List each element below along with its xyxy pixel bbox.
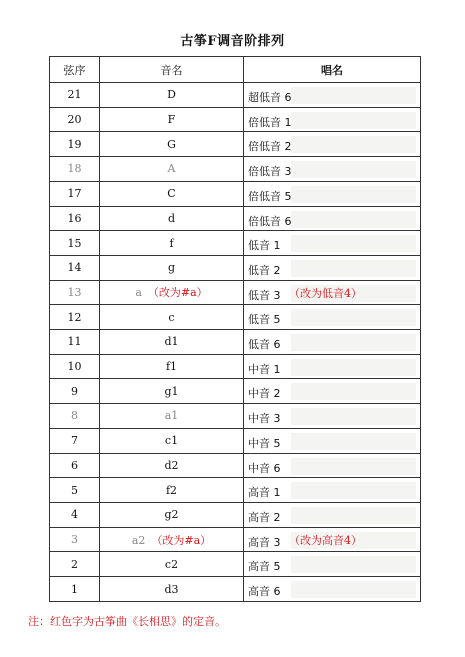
table-row	[50, 453, 421, 478]
solfege-cell	[244, 502, 421, 527]
note-name-cell	[100, 107, 244, 132]
note-name: g2	[164, 508, 179, 522]
solfege-name: 中音 1	[248, 362, 281, 376]
cell-shading	[291, 260, 416, 277]
string-number: 8	[50, 404, 100, 429]
string-number: 1	[50, 577, 100, 602]
solfege-name: 高音 6	[248, 585, 281, 599]
cell-shading	[291, 408, 416, 425]
string-number: 4	[50, 502, 100, 527]
table-header-row	[50, 57, 421, 83]
solfege-cell	[244, 404, 421, 429]
solfege-name: 低音 2	[248, 263, 281, 277]
note-name: d	[167, 211, 176, 225]
note-name-cell	[100, 428, 244, 453]
solfege-name: 倍低音 6	[248, 214, 292, 228]
table-row	[50, 478, 421, 503]
note-name-cell	[100, 330, 244, 355]
note-name-cell	[100, 453, 244, 478]
solfege-cell	[244, 181, 421, 206]
header-note: 音名	[100, 57, 244, 83]
note-name-cell	[100, 527, 244, 552]
table-row	[50, 330, 421, 355]
solfege-correction: （改为高音4）	[289, 533, 362, 547]
solfege-cell	[244, 330, 421, 355]
solfege-cell	[244, 577, 421, 602]
solfege-cell	[244, 453, 421, 478]
note-name: f1	[165, 360, 178, 374]
cell-shading	[291, 556, 416, 573]
cell-shading	[291, 186, 416, 203]
string-number: 7	[50, 428, 100, 453]
header-sing: 唱名	[244, 57, 421, 83]
note-name-cell	[100, 83, 244, 108]
scale-table	[49, 56, 421, 602]
table-row	[50, 527, 421, 552]
note-name-cell	[100, 206, 244, 231]
note-name-cell	[100, 379, 244, 404]
note-name-cell	[100, 132, 244, 157]
table-row	[50, 255, 421, 280]
string-number: 11	[50, 330, 100, 355]
string-number: 16	[50, 206, 100, 231]
note-name: c	[168, 310, 175, 324]
note-name-cell	[100, 280, 244, 305]
note-name-cell	[100, 404, 244, 429]
solfege-cell	[244, 157, 421, 182]
cell-shading	[291, 235, 416, 252]
note-name: D	[167, 88, 176, 102]
table-row	[50, 107, 421, 132]
cell-shading	[291, 309, 416, 326]
solfege-correction: （改为低音4）	[289, 286, 362, 300]
solfege-name: 低音 5	[248, 313, 281, 327]
table-row	[50, 305, 421, 330]
solfege-cell	[244, 478, 421, 503]
string-number: 19	[50, 132, 100, 157]
cell-shading	[291, 507, 416, 524]
solfege-cell	[244, 83, 421, 108]
note-name-cell	[100, 552, 244, 577]
note-name: c2	[164, 557, 179, 571]
footnote: 注：红色字为古筝曲《长相思》的定音。	[28, 615, 226, 628]
note-name: d3	[164, 582, 179, 596]
solfege-cell	[244, 206, 421, 231]
string-number: 5	[50, 478, 100, 503]
note-name: a	[135, 286, 142, 300]
cell-shading	[291, 136, 416, 153]
cell-shading	[291, 87, 416, 104]
table-row	[50, 157, 421, 182]
solfege-cell	[244, 231, 421, 256]
solfege-cell	[244, 552, 421, 577]
solfege-name: 高音 1	[248, 486, 281, 500]
solfege-cell	[244, 527, 421, 552]
solfege-name: 中音 2	[248, 387, 281, 401]
table-row	[50, 354, 421, 379]
note-name: f2	[165, 483, 178, 497]
table-row	[50, 552, 421, 577]
note-name-cell	[100, 255, 244, 280]
cell-shading	[291, 334, 416, 351]
string-number: 20	[50, 107, 100, 132]
cell-shading	[291, 482, 416, 499]
cell-shading	[291, 581, 416, 598]
string-number: 21	[50, 83, 100, 108]
note-correction: （改为#a）	[151, 533, 212, 547]
solfege-cell	[244, 428, 421, 453]
solfege-name: 低音 1	[248, 239, 281, 253]
note-name-cell	[100, 354, 244, 379]
table-row	[50, 379, 421, 404]
string-number: 10	[50, 354, 100, 379]
note-name: d1	[164, 335, 179, 349]
note-name-cell	[100, 478, 244, 503]
table-row	[50, 231, 421, 256]
string-number: 18	[50, 157, 100, 182]
cell-shading	[291, 383, 416, 400]
cell-shading	[291, 359, 416, 376]
string-number: 3	[50, 527, 100, 552]
string-number: 2	[50, 552, 100, 577]
note-name-cell	[100, 502, 244, 527]
note-name-cell	[100, 181, 244, 206]
string-number: 9	[50, 379, 100, 404]
note-name: G	[167, 137, 176, 151]
note-correction: （改为#a）	[147, 286, 208, 300]
solfege-name: 倍低音 1	[248, 115, 292, 129]
note-name: d2	[164, 458, 179, 472]
note-name: g	[167, 261, 176, 275]
note-name: F	[167, 113, 176, 127]
solfege-cell	[244, 280, 421, 305]
table-row	[50, 404, 421, 429]
note-name-cell	[100, 305, 244, 330]
table-row	[50, 181, 421, 206]
string-number: 14	[50, 255, 100, 280]
solfege-name: 中音 3	[248, 412, 281, 426]
page-title: 古筝F调音阶排列	[180, 34, 285, 49]
note-name: a2	[131, 533, 146, 547]
string-number: 12	[50, 305, 100, 330]
solfege-cell	[244, 255, 421, 280]
cell-shading	[291, 161, 416, 178]
table-row	[50, 577, 421, 602]
note-name-cell	[100, 231, 244, 256]
solfege-name: 倍低音 3	[248, 165, 292, 179]
string-number: 15	[50, 231, 100, 256]
table-row	[50, 83, 421, 108]
solfege-name: 中音 6	[248, 461, 281, 475]
note-name: C	[167, 187, 176, 201]
table-row	[50, 428, 421, 453]
note-name: c1	[164, 434, 179, 448]
note-name: f	[169, 236, 174, 250]
note-name: g1	[164, 384, 179, 398]
table-row	[50, 502, 421, 527]
solfege-cell	[244, 305, 421, 330]
solfege-cell	[244, 107, 421, 132]
header-string: 弦序	[50, 57, 100, 83]
solfege-name: 倍低音 5	[248, 189, 292, 203]
table-row	[50, 280, 421, 305]
solfege-name: 倍低音 2	[248, 140, 292, 154]
table-row	[50, 132, 421, 157]
solfege-cell	[244, 132, 421, 157]
table-row	[50, 206, 421, 231]
cell-shading	[291, 433, 416, 450]
string-number: 6	[50, 453, 100, 478]
solfege-name: 低音 6	[248, 338, 281, 352]
solfege-name: 高音 5	[248, 560, 281, 574]
solfege-name: 中音 5	[248, 436, 281, 450]
cell-shading	[291, 112, 416, 129]
solfege-name: 超低音 6	[248, 91, 292, 104]
cell-shading	[291, 211, 416, 228]
solfege-name: 高音 2	[248, 510, 281, 524]
solfege-cell	[244, 354, 421, 379]
cell-shading	[291, 458, 416, 475]
solfege-name: 低音 3	[248, 288, 281, 302]
string-number: 13	[50, 280, 100, 305]
note-name: A	[167, 162, 176, 176]
solfege-name: 高音 3	[248, 535, 281, 549]
string-number: 17	[50, 181, 100, 206]
note-name-cell	[100, 577, 244, 602]
note-name: a1	[164, 409, 179, 423]
note-name-cell	[100, 157, 244, 182]
solfege-cell	[244, 379, 421, 404]
